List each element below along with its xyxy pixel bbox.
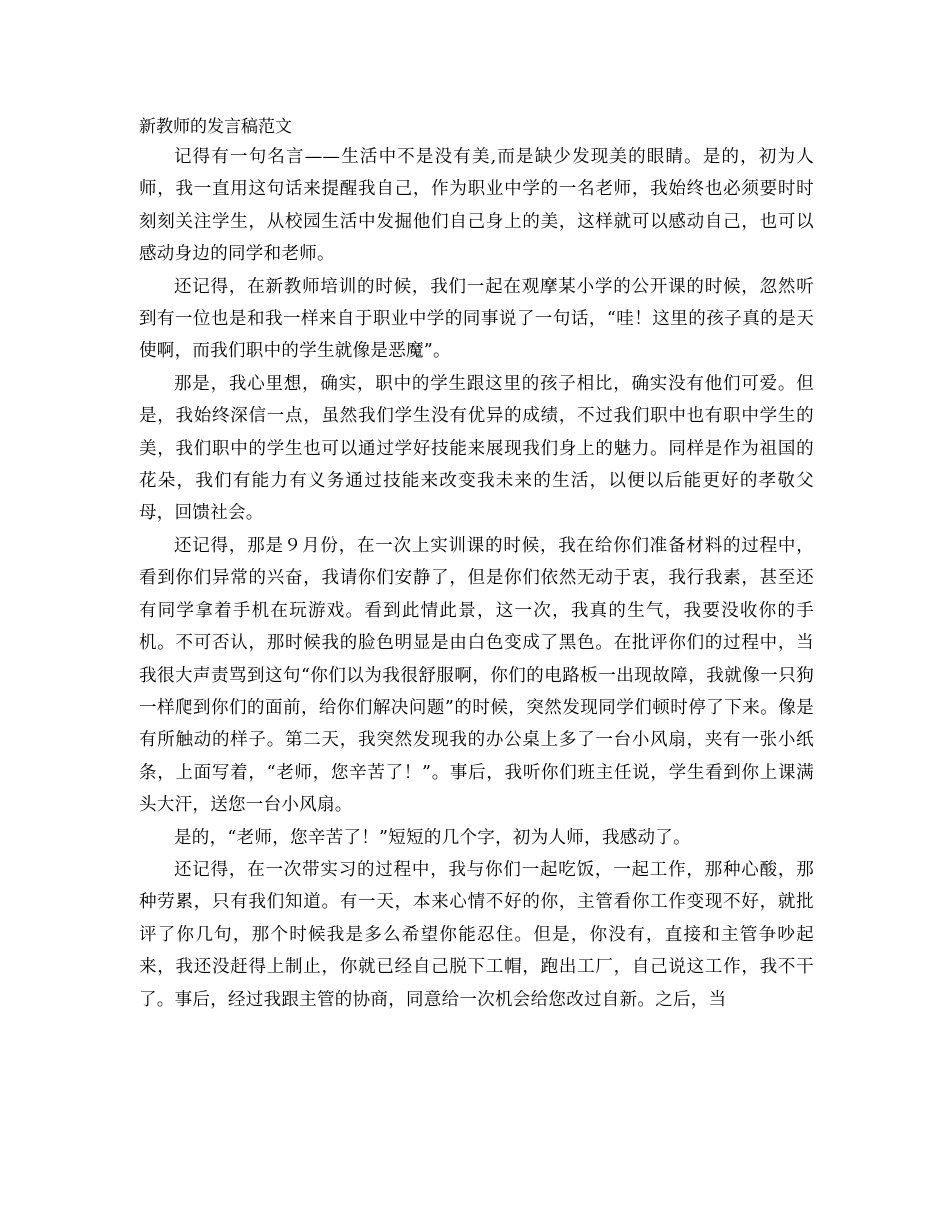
paragraph-4: 还记得，那是９月份，在一次上实训课的时候，我在给你们准备材料的过程中，看到你们异常的兴奋，我请你们安静了，但是你们依然无动于衷，我行我素，甚至还有同学拿着手机在玩游戏。看到此情此景，这一次，我真的生气，我要没收你的手机。不可否认，那时候我的脸色明显是由白色变成了黑色。在批评你们的过程中，当我很大声责骂到这句“你们以为我很舒服啊，你们的电路板一出现故障，我就像一只狗一样爬到你们的面前，给你们解决问题”的时候，突然发现同学们顿时停了下来。像是有所触动的样子。第二天，我突然发现我的办公桌上多了一台小风扇，夹有一张小纸条，上面写着，“老师，您辛苦了！”。事后，我听你们班主任说，学生看到你上课满头大汗，送您一台小风扇。 <box>139 535 814 816</box>
paragraph-3: 那是，我心里想，确实，职中的学生跟这里的孩子相比，确实没有他们可爱。但是，我始终深信一点，虽然我们学生没有优异的成绩，不过我们职中也有职中学生的美，我们职中的学生也可以通过学好技能来展现我们身上的魅力。同样是作为祖国的花朵，我们有能力有义务通过技能来改变我未来的生活，以便以后能更好的孝敬父母，回馈社会。 <box>139 373 814 524</box>
paragraph-1: 记得有一句名言——生活中不是没有美,而是缺少发现美的眼睛。是的，初为人师，我一直用这句话来提醒我自己，作为职业中学的一名老师，我始终也必须要时时刻刻关注学生，从校园生活中发掘他们自己身上的美，这样就可以感动自己，也可以感动身边的同学和老师。 <box>139 147 814 265</box>
document-title: 新教师的发言稿范文 <box>139 117 292 137</box>
paragraph-2: 还记得，在新教师培训的时候，我们一起在观摩某小学的公开课的时候，忽然听到有一位也是和我一样来自于职业中学的同事说了一句话，“哇！这里的孩子真的是天使啊，而我们职中的学生就像是恶魔”。 <box>139 276 814 362</box>
paragraph-5: 是的，“老师，您辛苦了！”短短的几个字，初为人师，我感动了。 <box>174 827 691 848</box>
document-body <box>139 113 814 1016</box>
paragraph-6: 还记得，在一次带实习的过程中，我与你们一起吃饭，一起工作，那种心酸，那种劳累，只有我们知道。有一天，本来心情不好的你，主管看你工作变现不好，就批评了你几句，那个时候我是多么希望你能忍住。但是，你没有，直接和主管争吵起来，我还没赶得上制止，你就已经自己脱下工帽，跑出工厂，自己说这工作，我不干了。事后，经过我跟主管的协商，同意给一次机会给您改过自新。之后，当 <box>139 859 814 1010</box>
